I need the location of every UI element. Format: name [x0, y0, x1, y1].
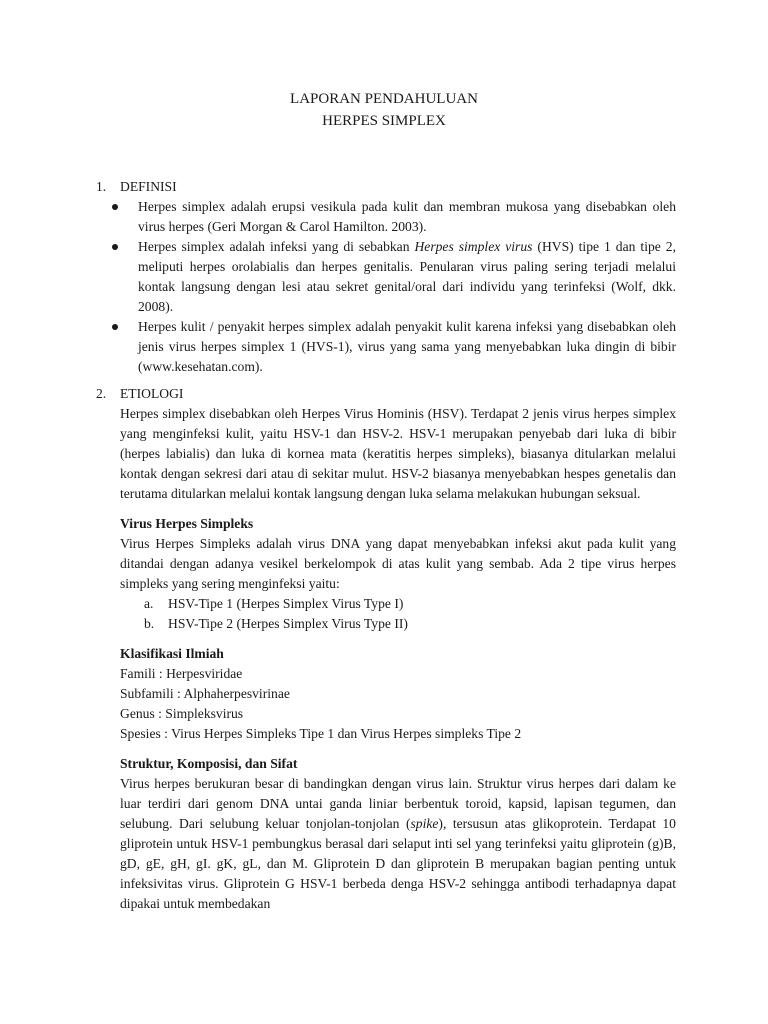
- subheading-klasifikasi: Klasifikasi Ilmiah: [120, 646, 224, 661]
- bullet-text: Herpes simplex adalah infeksi yang di sebabkan: [138, 239, 415, 254]
- document-title: [0, 88, 768, 132]
- virus-type-list: [120, 594, 676, 634]
- bullet-icon: [112, 204, 118, 210]
- section-heading-definisi: [96, 177, 676, 197]
- list-text: HSV-Tipe 2 (Herpes Simplex Virus Type II): [168, 616, 408, 631]
- section-number: 1.: [96, 179, 107, 194]
- bullet-text-italic: Herpes simplex virus: [414, 239, 533, 254]
- list-marker: b.: [144, 616, 155, 631]
- etiologi-paragraph: Herpes simplex disebabkan oleh Herpes Virus Hominis (HSV). Terdapat 2 jenis virus herpes simplex yang menginfeksi kulit, yaitu HSV-1 dan HSV-2. HSV-1 merupakan penyebab dari luka di bibir (herpes labialis) dan luka di kornea mata (keratitis herpes simpleks), biasanya ditularkan melalui kontak dengan sekresi dari atau di sekitar mulut. HSV-2 biasanya menyebabkan hespes genetalis dan terutama ditularkan melalui kontak langsung dengan luka selama melakukan hubungan seksual.: [120, 406, 676, 501]
- bullet-text: Herpes kulit / penyakit herpes simplex adalah penyakit kulit karena infeksi yang disebabkan oleh jenis virus herpes simplex 1 (HVS-1), virus yang sama yang menyebabkan luka dingin di bibir (www.kesehatan.com).: [138, 319, 676, 374]
- klasifikasi-line: Genus : Simpleksvirus: [120, 706, 244, 721]
- bullet-icon: [112, 244, 118, 250]
- definisi-bullet-list: [96, 197, 676, 377]
- bullet-icon: [112, 324, 118, 330]
- list-item: [144, 594, 676, 614]
- section-etiologi: [96, 384, 676, 914]
- struktur-text: Virus herpes berukuran besar di bandingkan dengan virus lain. Struktur virus herpes dari dalam ke luar terdiri dari genom DNA untai ganda liniar berbentuk toroid, kapsid, lapisan tegumen, dan selubung. Dari selubung keluar tonjolan-tonjolan (: [120, 776, 676, 831]
- klasifikasi-line: Subfamili : Alphaherpesvirinae: [120, 686, 290, 701]
- struktur-text-italic: spike: [410, 816, 439, 831]
- section-definisi: [96, 177, 676, 377]
- list-item: [138, 317, 676, 377]
- struktur-paragraph: [120, 774, 676, 914]
- bullet-text: Herpes simplex adalah erupsi vesikula pada kulit dan membran mukosa yang disebabkan oleh virus herpes (Geri Morgan & Carol Hamilton. 2003).: [138, 199, 676, 234]
- list-item: [138, 197, 676, 237]
- klasifikasi-line: Spesies : Virus Herpes Simpleks Tipe 1 dan Virus Herpes simpleks Tipe 2: [120, 726, 522, 741]
- section-heading-etiologi: [96, 384, 676, 404]
- list-item: [144, 614, 676, 634]
- title-line-1: LAPORAN PENDAHULUAN: [290, 91, 478, 107]
- list-item: [138, 237, 676, 317]
- bullet-text-cont: (HVS) tipe 1 dan tipe 2, meliputi herpes orolabialis dan herpes genitalis. Penularan virus paling sering terjadi melalui kontak langsung dengan lesi atau sekret genital/oral dari individu yang terinfeksi (Wolf, dkk. 2008).: [138, 239, 676, 314]
- title-line-2: HERPES SIMPLEX: [322, 113, 446, 129]
- list-text: HSV-Tipe 1 (Herpes Simplex Virus Type I): [168, 596, 404, 611]
- subheading-virus: Virus Herpes Simpleks: [120, 516, 254, 531]
- section-number: 2.: [96, 386, 107, 401]
- subheading-struktur: Struktur, Komposisi, dan Sifat: [120, 756, 298, 771]
- virus-paragraph: Virus Herpes Simpleks adalah virus DNA yang dapat menyebabkan infeksi akut pada kulit yang ditandai dengan adanya vesikel berkelompok di atas kulit yang sembab. Ada 2 tipe virus herpes simpleks yang sering menginfeksi yaitu:: [120, 536, 676, 591]
- section-title: ETIOLOGI: [120, 386, 184, 401]
- section-title: DEFINISI: [120, 179, 177, 194]
- struktur-text-cont: ), tersusun atas glikoprotein. Terdapat 10 gliprotein untuk HSV-1 pembungkus berasal dari selaput inti sel yang terinfeksi yaitu gliprotein (g)B, gD, gE, gH, gI. gK, gL, dan M. Gliprotein D dan gliprotein B merupakan bagian penting untuk infeksivitas virus. Gliprotein G HSV-1 berbeda denga HSV-2 sehingga antibodi terhadapnya dapat dipakai untuk membedakan: [120, 816, 676, 911]
- klasifikasi-line: Famili : Herpesviridae: [120, 666, 243, 681]
- list-marker: a.: [144, 596, 154, 611]
